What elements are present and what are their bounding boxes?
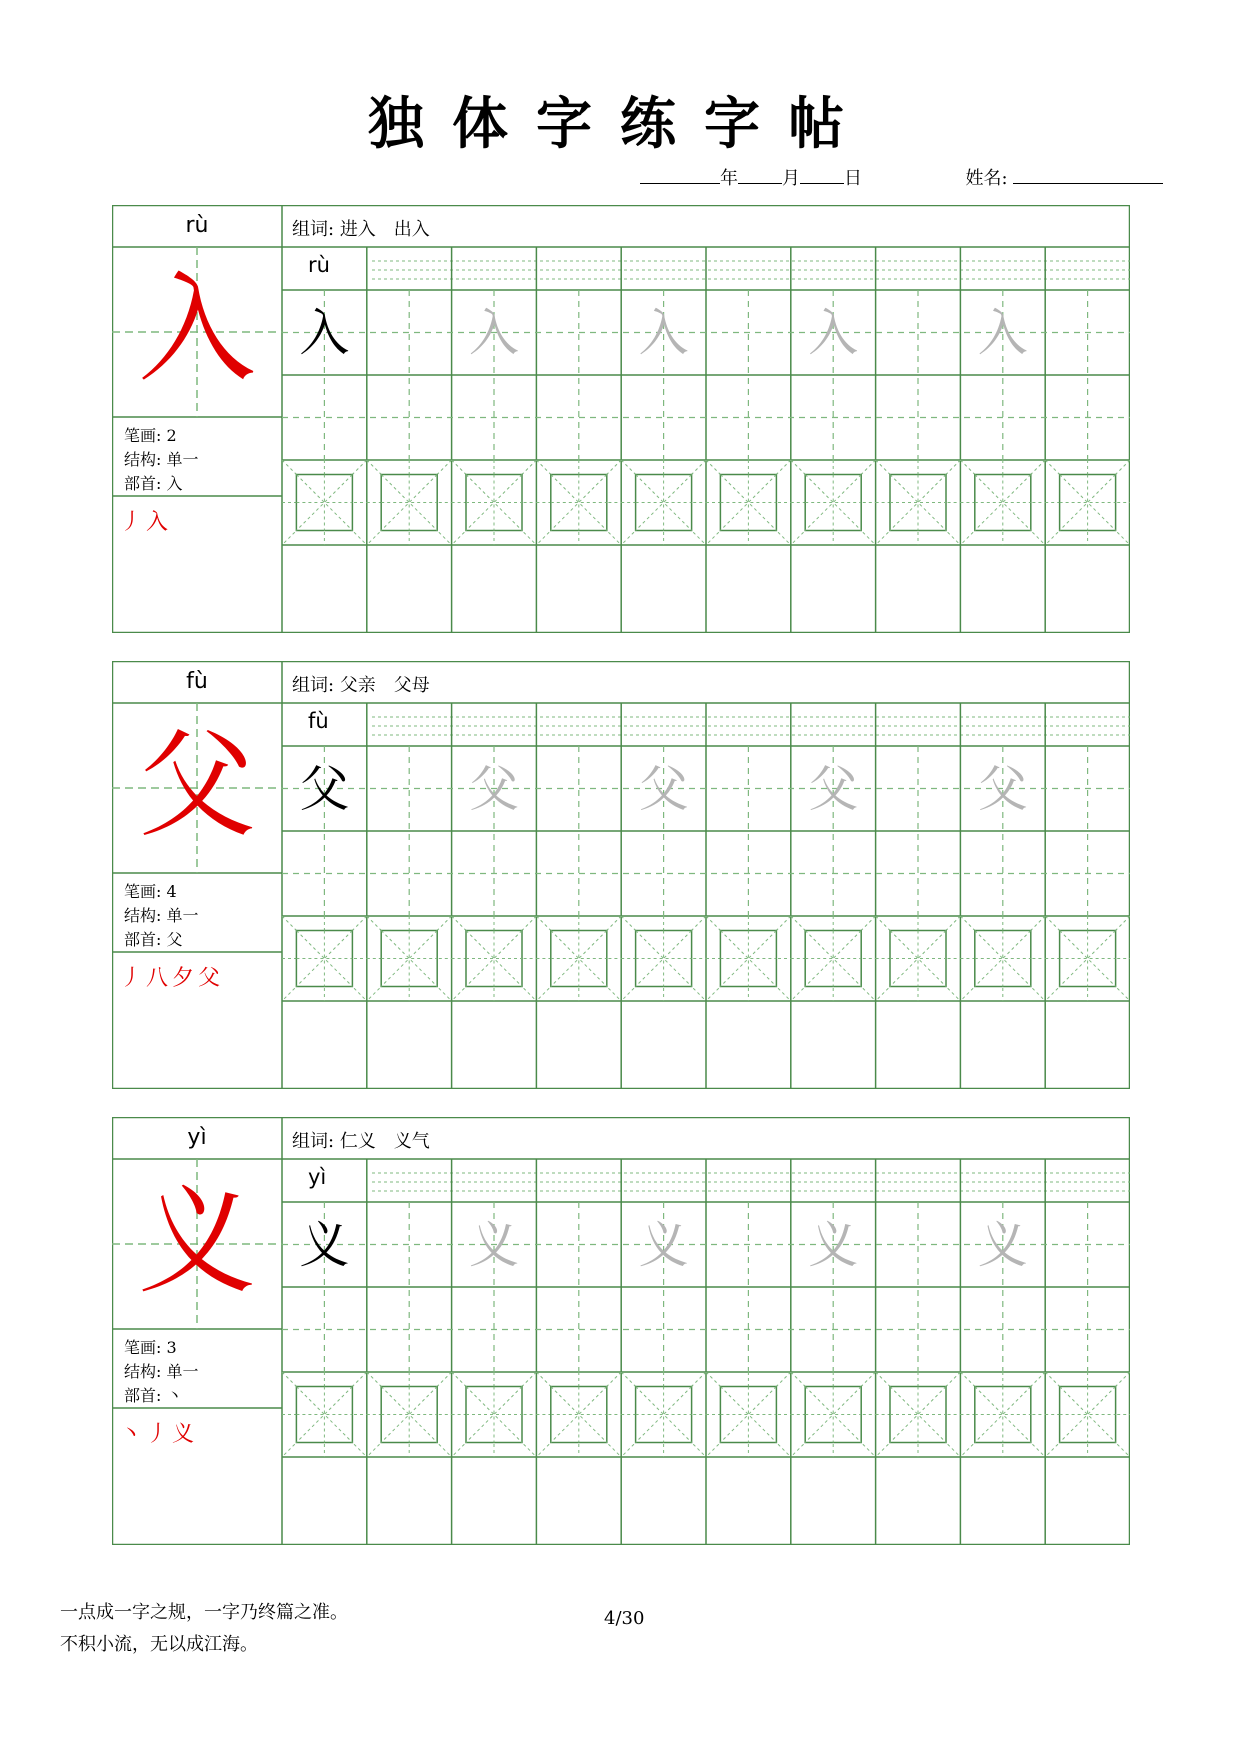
trace-character: 父 — [808, 760, 859, 818]
structure-label: 结构: — [124, 1362, 162, 1381]
radical-label: 部首: — [124, 1386, 162, 1405]
trace-character: 入 — [468, 304, 519, 362]
stroke-label: 笔画: — [124, 1338, 162, 1357]
radical-label: 部首: — [124, 930, 162, 949]
model-character: 父 — [137, 716, 256, 854]
structure-info — [124, 1359, 199, 1382]
radical-label: 部首: — [124, 474, 162, 493]
name-blank[interactable] — [1013, 167, 1163, 184]
trace-character: 义 — [638, 1216, 689, 1274]
example-character: 入 — [299, 304, 350, 362]
stroke-value: 3 — [166, 1338, 177, 1357]
stroke-order-step: 丶 — [120, 1422, 143, 1447]
radical-info — [124, 471, 183, 494]
stroke-value: 2 — [166, 426, 177, 445]
radical-value: 丶 — [166, 1386, 183, 1405]
character-practice-block — [112, 661, 1130, 1089]
radical-info — [124, 927, 183, 950]
day-label: 日 — [844, 168, 862, 189]
word-group — [292, 215, 430, 241]
stroke-order — [120, 505, 172, 536]
example-character: 父 — [299, 760, 350, 818]
structure-label: 结构: — [124, 450, 162, 469]
trace-character: 入 — [638, 304, 689, 362]
word-group — [292, 1127, 430, 1153]
day-blank[interactable] — [800, 167, 844, 184]
structure-value: 单一 — [166, 1362, 199, 1381]
structure-value: 单一 — [166, 450, 199, 469]
words-value: 父亲 父母 — [339, 675, 430, 696]
practice-pinyin: yì — [308, 1165, 327, 1189]
character-practice-block — [112, 205, 1130, 633]
stroke-order-step: 父 — [198, 966, 221, 991]
stroke-order-step: 义 — [172, 1422, 195, 1447]
stroke-order-step: 丿 — [120, 966, 143, 991]
structure-info — [124, 903, 199, 926]
stroke-value: 4 — [166, 882, 177, 901]
words-label: 组词: — [292, 219, 335, 240]
model-character: 入 — [137, 260, 256, 398]
radical-value: 入 — [166, 474, 183, 493]
stroke-order — [120, 1417, 198, 1448]
radical-info — [124, 1383, 183, 1406]
stroke-order-step: 丿 — [146, 1422, 169, 1447]
stroke-order-step: 入 — [146, 510, 169, 535]
words-label: 组词: — [292, 1131, 335, 1152]
trace-character: 父 — [638, 760, 689, 818]
page-number: 4/30 — [604, 1608, 645, 1629]
stroke-order-step: 丿 — [120, 510, 143, 535]
trace-character: 入 — [977, 304, 1028, 362]
stroke-order-step: 八 — [146, 966, 169, 991]
words-label: 组词: — [292, 675, 335, 696]
trace-character: 父 — [468, 760, 519, 818]
words-value: 进入 出入 — [339, 219, 430, 240]
pinyin-label: yì — [187, 1125, 207, 1150]
structure-label: 结构: — [124, 906, 162, 925]
pinyin-label: fù — [186, 669, 208, 694]
stroke-label: 笔画: — [124, 426, 162, 445]
name-label: 姓名: — [965, 168, 1008, 189]
practice-pinyin: rù — [308, 253, 330, 277]
year-blank[interactable] — [640, 167, 720, 184]
trace-character: 义 — [977, 1216, 1028, 1274]
structure-info — [124, 447, 199, 470]
trace-character: 父 — [977, 760, 1028, 818]
trace-character: 入 — [808, 304, 859, 362]
stroke-info — [124, 879, 177, 902]
character-practice-block — [112, 1117, 1130, 1545]
month-label: 月 — [782, 168, 800, 189]
month-blank[interactable] — [738, 167, 782, 184]
structure-value: 单一 — [166, 906, 199, 925]
year-label: 年 — [720, 168, 738, 189]
word-group — [292, 671, 430, 697]
trace-character: 义 — [468, 1216, 519, 1274]
radical-value: 父 — [166, 930, 183, 949]
pinyin-label: rù — [185, 213, 209, 238]
model-character: 义 — [137, 1172, 256, 1310]
stroke-order-step: 夕 — [172, 966, 195, 991]
date-name-line — [640, 164, 1163, 190]
stroke-label: 笔画: — [124, 882, 162, 901]
stroke-order — [120, 961, 224, 992]
footer-quote-1: 一点成一字之规，一字乃终篇之准。 — [60, 1602, 348, 1623]
page-title: 独体字练字帖 — [368, 92, 872, 157]
stroke-info — [124, 1335, 177, 1358]
stroke-info — [124, 423, 177, 446]
trace-character: 义 — [808, 1216, 859, 1274]
example-character: 义 — [299, 1216, 350, 1274]
footer-quote-2: 不积小流，无以成江海。 — [60, 1634, 258, 1655]
practice-pinyin: fù — [308, 709, 329, 733]
words-value: 仁义 义气 — [339, 1131, 430, 1152]
